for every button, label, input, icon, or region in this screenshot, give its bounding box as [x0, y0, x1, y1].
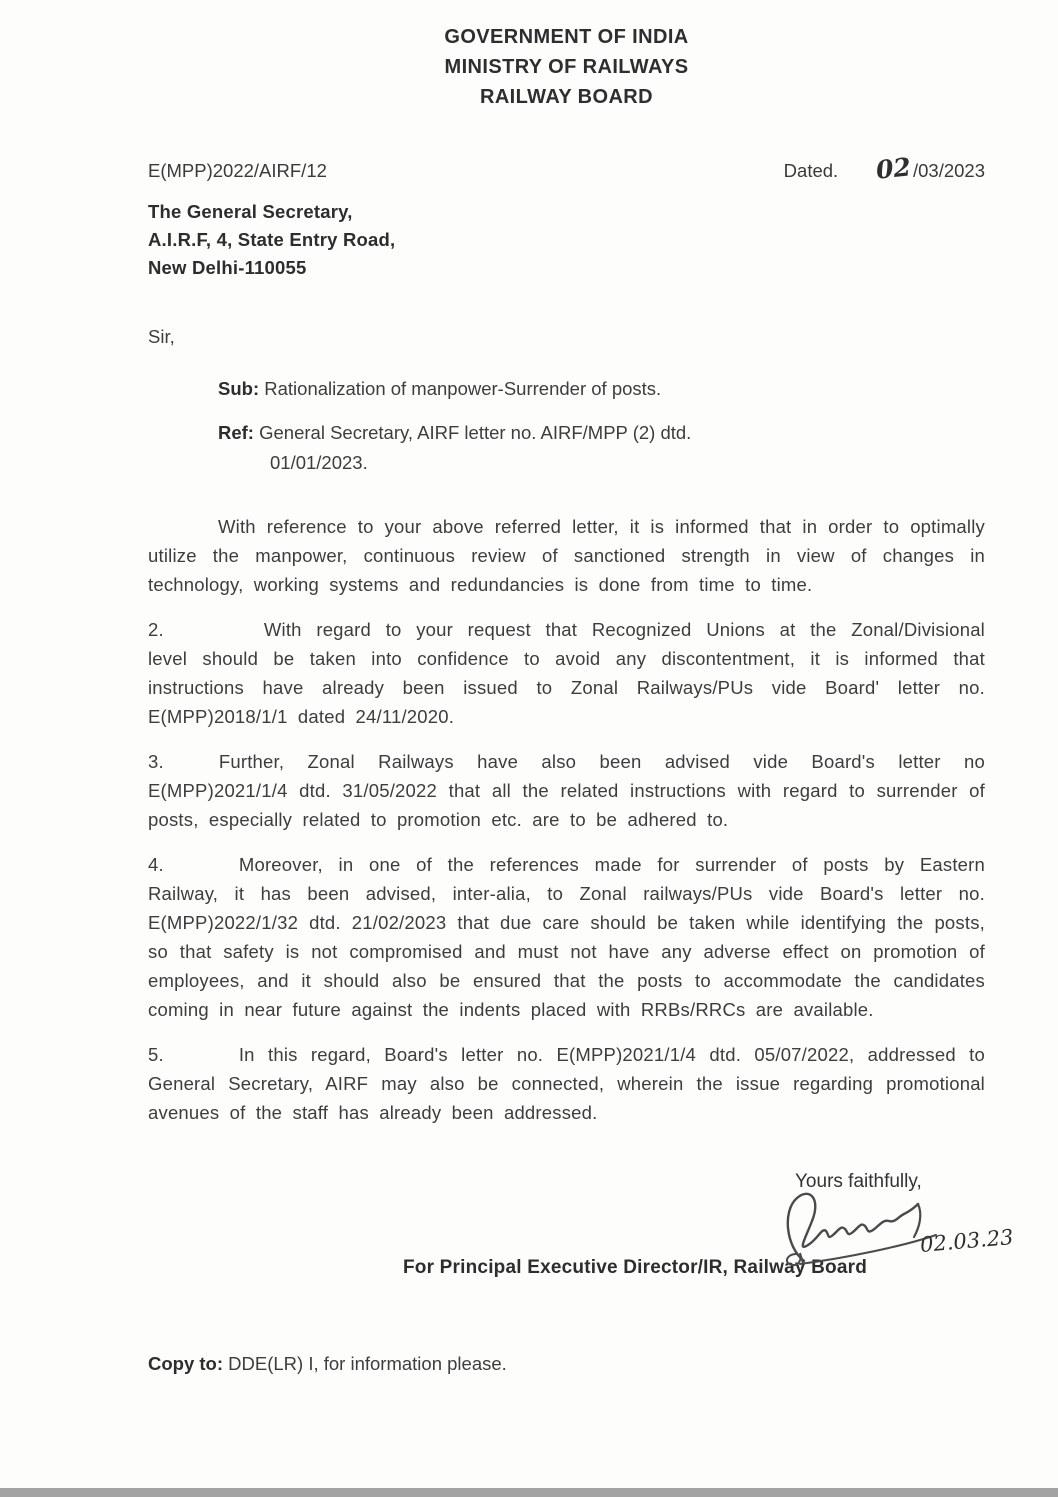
valediction: Yours faithfully, — [795, 1171, 922, 1192]
paragraph-3 — [148, 747, 985, 834]
paragraph-5-number: 5. — [148, 1044, 164, 1065]
letterhead-ministry: MINISTRY OF RAILWAYS — [444, 56, 689, 78]
reference-continuation: 01/01/2023. — [270, 452, 368, 473]
scan-edge-artifact — [0, 1488, 1058, 1497]
addressee-name: The General Secretary, — [148, 201, 353, 222]
handwritten-signature-date: 02.03.23 — [919, 1224, 1015, 1258]
paragraph-3-number: 3. — [148, 751, 164, 772]
addressee-street: A.I.R.F, 4, State Entry Road, — [148, 229, 396, 250]
signature-scribble — [766, 1177, 976, 1269]
reference-row — [148, 152, 985, 185]
date-block — [783, 152, 985, 185]
copy-to-text: DDE(LR) I, for information please. — [228, 1353, 507, 1374]
subject-line — [218, 378, 985, 400]
paragraph-2-number: 2. — [148, 619, 164, 640]
letterhead-government: GOVERNMENT OF INDIA — [444, 26, 689, 48]
paragraph-2-text: With regard to your request that Recognized Unions at the Zonal/Divisional level should be taken into confidence to avoid any discontentment, it is informed that instructions have already been issued to Zonal Railways/PUs vide Board' letter no. E(MPP)2018/1/1 dated 24/11/2020. — [148, 619, 985, 727]
paragraph-2 — [148, 615, 985, 731]
paragraph-4 — [148, 850, 985, 1024]
salutation: Sir, — [148, 326, 175, 347]
reference-text: General Secretary, AIRF letter no. AIRF/MPP (2) dtd. — [259, 422, 692, 443]
closing-block — [148, 1171, 1015, 1279]
letterhead — [148, 22, 985, 112]
letterhead-railway-board: RAILWAY BOARD — [479, 86, 653, 108]
addressee-city: New Delhi-110055 — [148, 257, 307, 278]
signature-area — [148, 1193, 1015, 1258]
paragraph-1: With reference to your above referred letter, it is informed that in order to optimally utilize the manpower, continuous review of sanctioned strength in view of changes in technology, working systems and redundancies is done from time to time. — [148, 516, 985, 595]
dated-label: Dated. — [783, 160, 839, 181]
paragraph-5-text: In this regard, Board's letter no. E(MPP)2021/1/4 dtd. 05/07/2022, addressed to General Secretary, AIRF may also be connected, wherein the issue regarding promotional avenues of the staff has already been addressed. — [148, 1044, 985, 1123]
paragraph-4-number: 4. — [148, 854, 164, 875]
copy-to-label: Copy to: — [148, 1353, 224, 1374]
signatory-line: For Principal Executive Director/IR, Railway Board — [403, 1257, 868, 1278]
reference-line — [218, 418, 985, 478]
subject-text: Rationalization of manpower-Surrender of posts. — [264, 378, 662, 399]
paragraph-3-text: Further, Zonal Railways have also been advised vide Board's letter no E(MPP)2021/1/4 dtd. 31/05/2022 that all the related instructions with regard to surrender of posts, especially related to promotion etc. are to be adhered to. — [148, 751, 985, 830]
date-printed-part: /03/2023 — [912, 160, 985, 181]
reference-first-line — [218, 418, 985, 448]
copy-to-line — [148, 1353, 985, 1375]
subject-label: Sub: — [218, 378, 260, 399]
reference-label: Ref: — [218, 422, 254, 443]
addressee-block — [148, 198, 985, 282]
file-number: E(MPP)2022/AIRF/12 — [148, 160, 327, 181]
paragraph-5 — [148, 1040, 985, 1127]
handwritten-day: 02 — [874, 152, 913, 185]
paragraph-4-text: Moreover, in one of the references made for surrender of posts by Eastern Railway, it has been advised, inter-alia, to Zonal railways/PUs vide Board's letter no. E(MPP)2022/1/32 dtd. 21/02/2023 that due care should be taken while identifying the posts, so that safety is not compromised and must not have any adverse effect on promotion of employees, and it should also be ensured that the posts to accommodate the candidates coming in near future against the indents placed with RRBs/RRCs are available. — [148, 854, 985, 1020]
